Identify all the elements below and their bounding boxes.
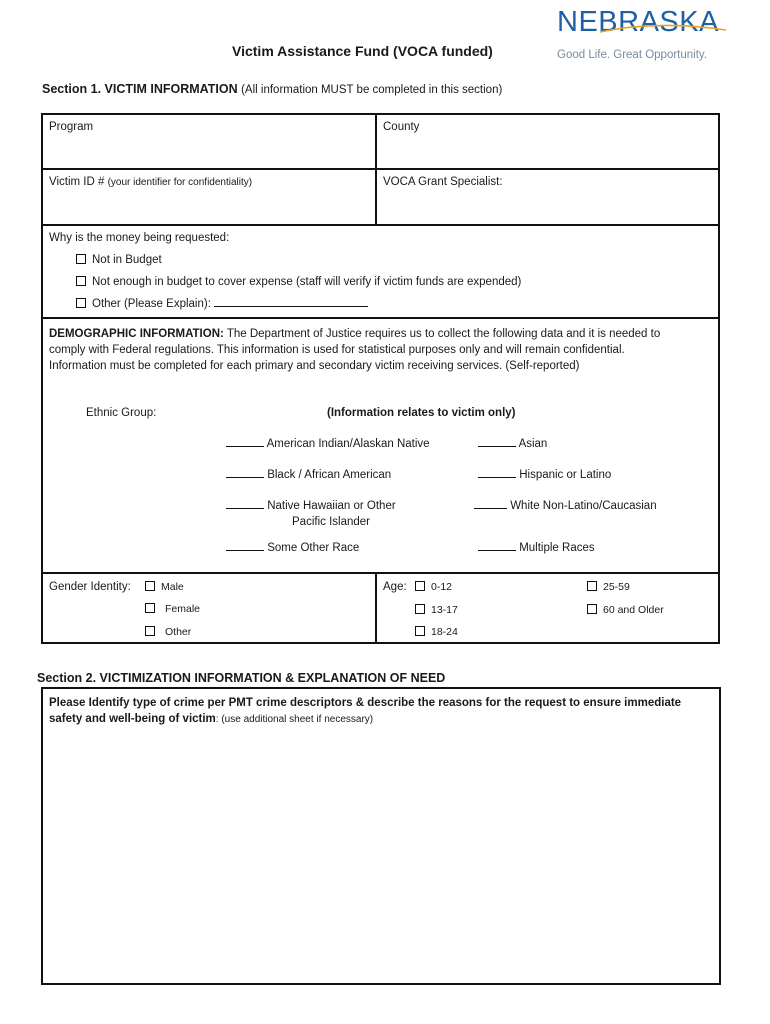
ethnic-option-hispanic[interactable] bbox=[478, 469, 611, 481]
fill-blank[interactable] bbox=[478, 446, 516, 447]
checkbox[interactable] bbox=[415, 604, 425, 614]
victim-id-label: Victim ID # bbox=[49, 176, 108, 188]
age-option-13-17[interactable] bbox=[415, 604, 458, 616]
ethnic-option-black[interactable] bbox=[226, 469, 391, 481]
option-label: Multiple Races bbox=[519, 542, 595, 554]
option-label: Male bbox=[161, 581, 184, 593]
county-field[interactable] bbox=[383, 121, 419, 133]
age-label: Age: bbox=[383, 581, 407, 593]
demographic-paragraph bbox=[49, 326, 661, 374]
demographic-text: The Department of Justice requires us to collect the following data and it is needed to comply with Federal regulations. This information is used for statistical purposes only and will remain confidential. Information must be completed for each primary and secondary victim receiving services. (Self-reported) bbox=[49, 328, 661, 372]
county-label: County bbox=[383, 121, 420, 133]
why-option-other[interactable] bbox=[76, 298, 368, 310]
program-label: Program bbox=[49, 121, 94, 133]
fill-blank[interactable] bbox=[474, 508, 507, 509]
grant-specialist-label: VOCA Grant Specialist: bbox=[383, 176, 503, 188]
ethnic-option-white[interactable] bbox=[474, 500, 657, 512]
option-label: 0-12 bbox=[431, 581, 453, 593]
option-label: 60 and Older bbox=[603, 604, 664, 616]
logo-swoosh-icon bbox=[598, 22, 728, 36]
nebraska-logo-wordmark: NEBRASKA bbox=[557, 6, 719, 38]
ethnic-option-multiple[interactable] bbox=[478, 542, 595, 554]
victim-id-note: (your identifier for confidentiality) bbox=[107, 177, 253, 188]
victimization-explanation-box[interactable] bbox=[41, 687, 721, 985]
option-label: Native Hawaiian or Other bbox=[267, 500, 396, 512]
checkbox[interactable] bbox=[76, 276, 86, 286]
option-label: Not in Budget bbox=[92, 254, 162, 266]
demographic-heading: DEMOGRAPHIC INFORMATION: bbox=[49, 328, 224, 340]
section1-title: Section 1. VICTIM INFORMATION bbox=[42, 82, 238, 96]
ethnic-group-label: Ethnic Group: bbox=[86, 407, 157, 419]
section2-note: : (use additional sheet if necessary) bbox=[215, 713, 374, 725]
fill-blank[interactable] bbox=[478, 477, 516, 478]
age-option-60-older[interactable] bbox=[587, 604, 664, 616]
checkbox[interactable] bbox=[76, 254, 86, 264]
ethnic-option-asian[interactable] bbox=[478, 438, 547, 450]
gender-option-other[interactable] bbox=[145, 626, 191, 638]
grant-specialist-field[interactable] bbox=[383, 176, 503, 188]
section2-prompt bbox=[49, 696, 714, 727]
form-title: Victim Assistance Fund (VOCA funded) bbox=[232, 43, 493, 59]
divider bbox=[375, 114, 377, 225]
ethnic-option-native-hawaiian[interactable] bbox=[226, 500, 396, 512]
checkbox[interactable] bbox=[587, 581, 597, 591]
gender-label: Gender Identity: bbox=[49, 581, 131, 593]
option-label: Female bbox=[165, 603, 201, 615]
option-label: 25-59 bbox=[603, 581, 630, 593]
fill-blank[interactable] bbox=[226, 446, 264, 447]
option-label-line2: Pacific Islander bbox=[292, 516, 370, 528]
victim-info-table bbox=[41, 113, 720, 644]
logo-tagline: Good Life. Great Opportunity. bbox=[557, 49, 708, 61]
option-label: 13-17 bbox=[431, 604, 458, 616]
ethnic-option-american-indian[interactable] bbox=[226, 438, 430, 450]
checkbox[interactable] bbox=[415, 626, 425, 636]
option-label: Hispanic or Latino bbox=[519, 469, 612, 481]
age-option-0-12[interactable] bbox=[415, 581, 452, 593]
why-option-not-enough[interactable] bbox=[76, 276, 521, 288]
fill-blank[interactable] bbox=[226, 550, 264, 551]
ethnic-note: (Information relates to victim only) bbox=[327, 407, 516, 419]
age-option-18-24[interactable] bbox=[415, 626, 458, 638]
option-label: American Indian/Alaskan Native bbox=[266, 438, 430, 450]
checkbox[interactable] bbox=[415, 581, 425, 591]
divider bbox=[375, 572, 377, 643]
checkbox[interactable] bbox=[587, 604, 597, 614]
option-label: White Non-Latino/Caucasian bbox=[510, 500, 657, 512]
gender-option-male[interactable] bbox=[145, 581, 184, 593]
age-option-25-59[interactable] bbox=[587, 581, 630, 593]
checkbox[interactable] bbox=[145, 581, 155, 591]
option-label: Asian bbox=[518, 438, 548, 450]
section2-prompt-text: Please Identify type of crime per PMT crime descriptors & describe the reasons for the request to ensure immediate safety and well-being of victim bbox=[49, 697, 682, 725]
divider bbox=[42, 168, 719, 170]
other-explain-blank[interactable] bbox=[214, 306, 368, 307]
gender-option-female[interactable] bbox=[145, 603, 200, 615]
ethnic-option-some-other[interactable] bbox=[226, 542, 359, 554]
victim-id-field[interactable] bbox=[49, 176, 252, 188]
option-label: Other (Please Explain): bbox=[92, 298, 211, 310]
option-label: Some Other Race bbox=[267, 542, 360, 554]
divider bbox=[42, 224, 719, 226]
option-label: Not enough in budget to cover expense (staff will verify if victim funds are expended) bbox=[92, 276, 522, 288]
divider bbox=[42, 572, 719, 574]
checkbox[interactable] bbox=[145, 603, 155, 613]
program-field[interactable] bbox=[49, 121, 93, 133]
checkbox[interactable] bbox=[76, 298, 86, 308]
fill-blank[interactable] bbox=[478, 550, 516, 551]
why-option-not-in-budget[interactable] bbox=[76, 254, 162, 266]
fill-blank[interactable] bbox=[226, 477, 264, 478]
section1-note: (All information MUST be completed in this section) bbox=[241, 84, 503, 96]
why-requested-label: Why is the money being requested: bbox=[49, 232, 230, 244]
section1-heading bbox=[42, 82, 502, 96]
option-label: Other bbox=[165, 626, 192, 638]
divider bbox=[42, 317, 719, 319]
option-label: Black / African American bbox=[267, 469, 392, 481]
checkbox[interactable] bbox=[145, 626, 155, 636]
fill-blank[interactable] bbox=[226, 508, 264, 509]
section2-heading: Section 2. VICTIMIZATION INFORMATION & EXPLANATION OF NEED bbox=[37, 671, 446, 685]
option-label: 18-24 bbox=[431, 626, 458, 638]
